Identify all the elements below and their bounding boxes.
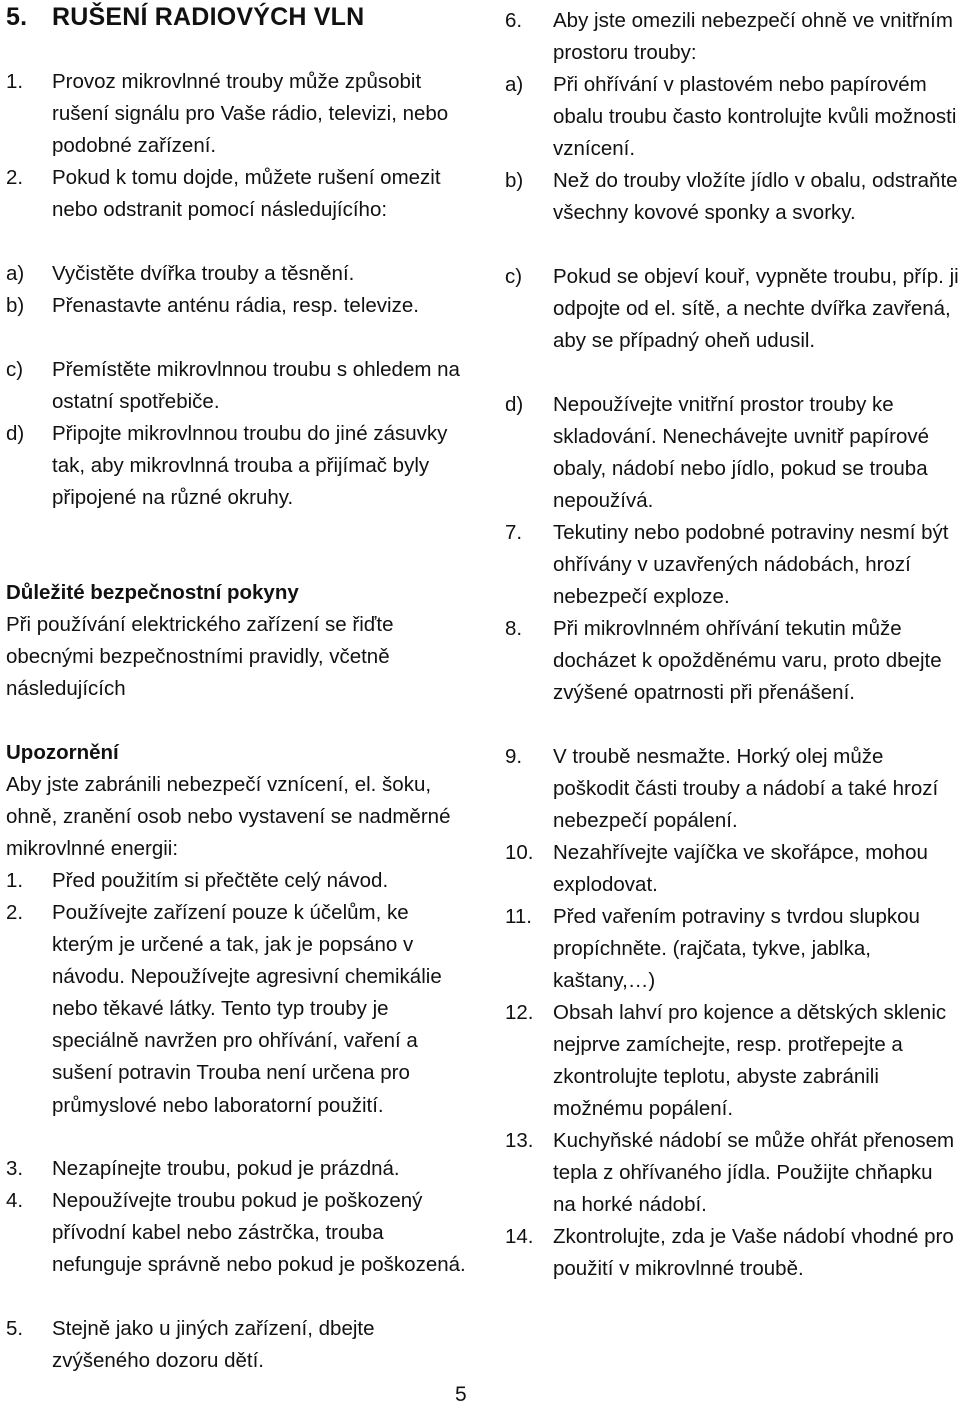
safety-intro: Při používání elektrického zařízení se řiďte obecnými bezpečnostními pravidly, včetně následujících — [6, 613, 394, 701]
list-label: 7. — [505, 521, 523, 544]
interference-item-1 — [6, 66, 468, 162]
list-label: b) — [505, 169, 524, 192]
list-text: Nepoužívejte vnitřní prostor trouby ke skladování. Nenechávejte uvnitř papírové obaly, nádobí nebo jídlo, pokud se trouba nepoužívá. — [553, 393, 930, 513]
safety-heading: Důležité bezpečnostní pokyny — [6, 581, 299, 604]
safety-item-6d — [505, 389, 960, 517]
safety-item-6b — [505, 165, 960, 229]
list-label: 6. — [505, 9, 523, 32]
safety-item-14 — [505, 1221, 960, 1285]
list-text: Připojte mikrovlnnou troubu do jiné zásuvky tak, aby mikrovlnná trouba a přijímač byly připojené na různé okruhy. — [52, 422, 448, 510]
list-text: Vyčistěte dvířka trouby a těsnění. — [52, 262, 355, 285]
list-label: 10. — [505, 841, 534, 864]
warning-text: Aby jste zabránili nebezpečí vznícení, el. šoku, ohně, zranění osob nebo vystavení se nadměrné mikrovlnné energii: — [6, 773, 451, 861]
list-label: 12. — [505, 1001, 534, 1024]
list-label: 13. — [505, 1129, 534, 1152]
safety-item-10 — [505, 837, 960, 901]
safety-item-2 — [6, 897, 468, 1122]
safety-item-6a — [505, 69, 960, 165]
list-text: Přenastavte anténu rádia, resp. televize. — [52, 294, 419, 317]
list-text: Kuchyňské nádobí se může ohřát přenosem tepla z ohřívaného jídla. Použijte chňapku na horké nádobí. — [553, 1129, 955, 1217]
safety-item-1 — [6, 865, 468, 897]
list-label: a) — [6, 262, 25, 285]
list-text: Nezapínejte troubu, pokud je prázdná. — [52, 1157, 400, 1180]
section-title — [6, 3, 364, 32]
interference-item-d — [6, 418, 468, 514]
list-label: 3. — [6, 1157, 24, 1180]
safety-item-6c — [505, 261, 960, 357]
list-label: 2. — [6, 166, 24, 189]
list-text: Zkontrolujte, zda je Vaše nádobí vhodné pro použití v mikrovlnné troubě. — [553, 1225, 954, 1281]
list-text: Před použitím si přečtěte celý návod. — [52, 869, 389, 892]
safety-item-4 — [6, 1185, 468, 1281]
list-text: Při ohřívání v plastovém nebo papírovém obalu troubu často kontrolujte kvůli možnosti vznícení. — [553, 73, 957, 161]
list-label: 4. — [6, 1189, 24, 1212]
safety-item-8 — [505, 613, 960, 709]
list-label: c) — [505, 265, 523, 288]
list-text: Při mikrovlnném ohřívání tekutin může docházet k opožděnému varu, proto dbejte zvýšené opatrnosti při přenášení. — [553, 617, 942, 705]
list-text: Provoz mikrovlnné trouby může způsobit rušení signálu pro Vaše rádio, televizi, nebo podobné zařízení. — [52, 70, 449, 158]
safety-item-3 — [6, 1153, 468, 1185]
list-label: 9. — [505, 745, 523, 768]
safety-item-5 — [6, 1313, 468, 1377]
list-label: 1. — [6, 70, 24, 93]
interference-item-2 — [6, 162, 468, 226]
list-label: b) — [6, 294, 25, 317]
list-text: Tekutiny nebo podobné potraviny nesmí být ohřívány v uzavřených nádobách, hrozí nebezpečí exploze. — [553, 521, 949, 609]
list-text: Než do trouby vložíte jídlo v obalu, odstraňte všechny kovové sponky a svorky. — [553, 169, 958, 225]
list-text: Aby jste omezili nebezpečí ohně ve vnitřním prostoru trouby: — [553, 9, 953, 65]
list-label: 1. — [6, 869, 24, 892]
safety-item-11 — [505, 901, 960, 997]
interference-item-b — [6, 290, 468, 322]
list-text: Obsah lahví pro kojence a dětských sklenic nejprve zamíchejte, resp. protřepejte a zkontrolujte teplotu, abyste zabránili možnému popálení. — [553, 1001, 947, 1121]
list-text: Pokud k tomu dojde, můžete rušení omezit nebo odstranit pomocí následujícího: — [52, 166, 441, 222]
safety-item-6 — [505, 5, 960, 69]
list-label: c) — [6, 358, 24, 381]
list-label: 8. — [505, 617, 523, 640]
list-text: Nezahřívejte vajíčka ve skořápce, mohou explodovat. — [553, 841, 928, 897]
list-text: Před vařením potraviny s tvrdou slupkou propíchněte. (rajčata, tykve, jablka, kaštany,…) — [553, 905, 920, 993]
list-label: 2. — [6, 901, 24, 924]
list-label: d) — [505, 393, 524, 416]
list-label: 11. — [505, 905, 532, 928]
list-text: Stejně jako u jiných zařízení, dbejte zvýšeného dozoru dětí. — [52, 1317, 375, 1373]
interference-item-c — [6, 354, 468, 418]
page-number: 5 — [455, 1383, 467, 1406]
warning-heading: Upozornění — [6, 741, 119, 764]
list-text: Nepoužívejte troubu pokud je poškozený přívodní kabel nebo zástrčka, trouba nefunguje správně nebo pokud je poškozená. — [52, 1189, 466, 1277]
list-text: Přemístěte mikrovlnnou troubu s ohledem na ostatní spotřebiče. — [52, 358, 460, 414]
list-label: 14. — [505, 1225, 534, 1248]
section-number: 5. — [6, 3, 28, 31]
interference-item-a — [6, 258, 468, 290]
list-label: 5. — [6, 1317, 24, 1340]
safety-item-7 — [505, 517, 960, 613]
list-text: Používejte zařízení pouze k účelům, ke kterým je určené a tak, jak je popsáno v návodu. Nepoužívejte agresivní chemikálie nebo těkavé látky. Tento typ trouby je speciálně navržen pro ohřívání, vaření a sušení potravin Trouba není určena pro průmyslové nebo laboratorní použití. — [52, 901, 442, 1117]
safety-item-13 — [505, 1125, 960, 1221]
list-label: d) — [6, 422, 25, 445]
safety-item-9 — [505, 741, 960, 837]
section-title-text: RUŠENÍ RADIOVÝCH VLN — [52, 3, 365, 31]
list-text: Pokud se objeví kouř, vypněte troubu, příp. ji odpojte od el. sítě, a nechte dvířka zavřená, aby se případný oheň udusil. — [553, 265, 959, 353]
list-label: a) — [505, 73, 524, 96]
list-text: V troubě nesmažte. Horký olej může poškodit části trouby a nádobí a také hrozí nebezpečí popálení. — [553, 745, 939, 833]
safety-item-12 — [505, 997, 960, 1125]
